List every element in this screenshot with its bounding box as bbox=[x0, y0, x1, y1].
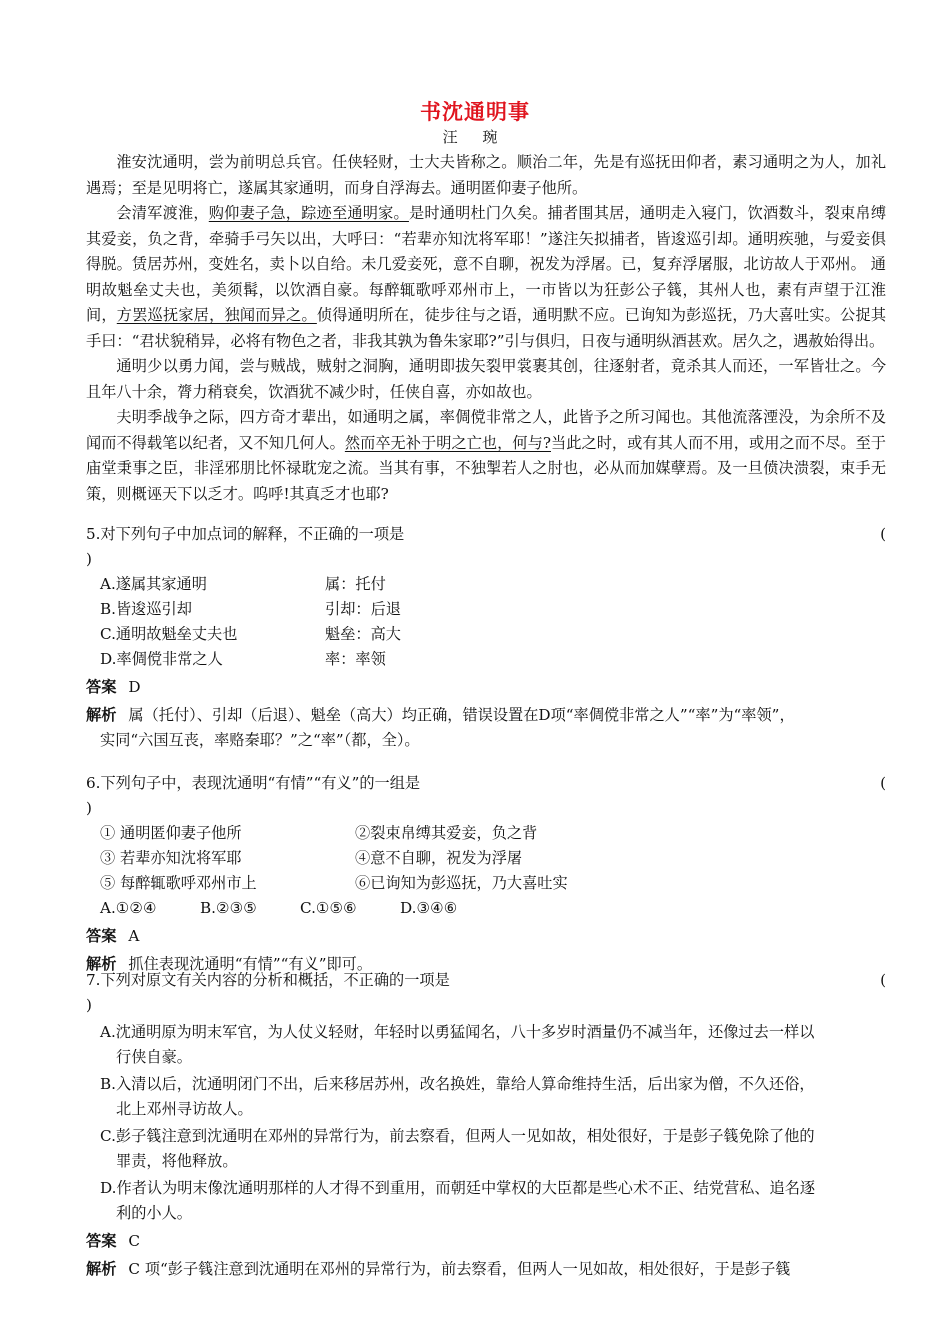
answer-line bbox=[86, 924, 886, 949]
options bbox=[86, 1020, 886, 1226]
answer-value: A bbox=[128, 927, 140, 945]
answer-label: 答案 bbox=[86, 1232, 117, 1250]
answer-paren: ) bbox=[86, 799, 92, 817]
options bbox=[86, 572, 886, 672]
passage-paragraph-2: 会清军渡淮，购仰妻子急，踪迹至通明家。是时通明杜门久矣。捕者围其居，通明走入寝门，饮酒数斗，裂束帛缚其爱妾，负之背，牵骑手弓矢以出，大呼曰：“若辈亦知沈将军耶！”遂注矢拟捕者，皆逡巡引却。通明疾驰，与爱妾俱得脱。赁居苏州，变姓名，卖卜以自给。未几爱妾死，意不自聊，祝发为浮屠。已，复弃浮屠服，北访故人于邓州。 通明故魁垒丈夫也，美须髯，以饮酒自豪。每醉辄歌呼邓州市上，一市皆以为狂彭公子篯，其州人也，素有声望于江淮间，方罢巡抚家居，独闻而异之。侦得通明所在，徒步往与之语，通明默不应。已询知为彭巡抚，乃大喜吐实。公捉其手曰：“君状貌稍异，必将有物色之者，非我其孰为鲁朱家耶?”引与俱归，日夜与通明纵酒甚欢。居久之，遇赦始得出。 bbox=[86, 204, 887, 350]
analysis-label: 解析 bbox=[86, 955, 117, 973]
option-c: C.彭子篯注意到沈通明在邓州的异常行为，前去察看，但两人一见如故，相处很好，于是彭子篯免除了他的 罪责，将他释放。 bbox=[100, 1127, 815, 1170]
answer-value: C bbox=[128, 1232, 140, 1250]
question-7 bbox=[86, 968, 886, 1282]
answer-label: 答案 bbox=[86, 927, 117, 945]
answer-line bbox=[86, 675, 886, 700]
question-5 bbox=[86, 522, 886, 753]
choice-c: C.①⑤⑥ bbox=[300, 899, 357, 917]
underlined-sentence: 购仰妻子急，踪迹至通明家。 bbox=[208, 204, 409, 222]
analysis-label: 解析 bbox=[86, 1260, 117, 1278]
option-d-gloss: 率：率领 bbox=[325, 650, 386, 668]
item-1: ① 通明匿仰妻子他所 bbox=[100, 824, 242, 842]
option-a: A.遂属其家通明 bbox=[100, 575, 207, 593]
numbered-items bbox=[86, 821, 886, 921]
analysis-line bbox=[86, 703, 886, 728]
passage-paragraph-1: 淮安沈通明，尝为前明总兵官。任侠轻财，士大夫皆称之。顺治二年，先是有巡抚田仰者，素习通明之为人，加礼遇焉；至是见明将亡，遂属其家通明，而身自浮海去。通明匿仰妻子他所。 bbox=[86, 153, 886, 197]
option-d: D.率倜傥非常之人 bbox=[100, 650, 223, 668]
option-c: C.通明故魁垒丈夫也 bbox=[100, 625, 238, 643]
item-4: ④意不自聊，祝发为浮屠 bbox=[355, 849, 523, 867]
item-5: ⑤ 每醉辄歌呼邓州市上 bbox=[100, 874, 257, 892]
question-stem: 5.对下列句子中加点词的解释，不正确的一项是 bbox=[86, 525, 405, 543]
answer-paren: ( bbox=[880, 525, 886, 543]
option-b: B.皆逡巡引却 bbox=[100, 600, 192, 618]
item-6: ⑥已询知为彭巡抚，乃大喜吐实 bbox=[355, 874, 568, 892]
analysis-text: C 项“彭子篯注意到沈通明在邓州的异常行为，前去察看，但两人一见如故，相处很好，于是彭子篯 bbox=[128, 1260, 791, 1278]
option-d: D.作者认为明末像沈通明那样的人才得不到重用，而朝廷中掌权的大臣都是些心术不正、结党营私、追名逐 利的小人。 bbox=[100, 1179, 816, 1222]
author-name: 汪 琬 bbox=[442, 128, 508, 146]
passage bbox=[86, 150, 886, 507]
analysis-label: 解析 bbox=[86, 706, 117, 724]
choices bbox=[100, 896, 886, 921]
analysis-line bbox=[86, 1257, 886, 1282]
option-c-gloss: 魁垒：高大 bbox=[325, 625, 401, 643]
item-2: ②裂束帛缚其爱妾，负之背 bbox=[355, 824, 538, 842]
choice-d: D.③④⑥ bbox=[400, 899, 458, 917]
answer-label: 答案 bbox=[86, 678, 117, 696]
analysis-text: 抓住表现沈通明“有情”“有义”即可。 bbox=[128, 955, 373, 973]
answer-line bbox=[86, 1229, 886, 1254]
passage-paragraph-3: 通明少以勇力闻，尝与贼战，贼射之洞胸，通明即拔矢裂甲裳裹其创，往逐射者，竟杀其人而还，一军皆壮之。今且年八十余，膂力稍衰矣，饮酒犹不减少时，任侠自喜，亦如故也。 bbox=[86, 357, 886, 401]
option-b: B.入清以后，沈通明闭门不出，后来移居苏州，改名换姓，靠给人算命维持生活，后出家为僧，不久还俗， 北上邓州寻访故人。 bbox=[100, 1075, 815, 1118]
answer-value: D bbox=[128, 678, 141, 696]
item-3: ③ 若辈亦知沈将军耶 bbox=[100, 849, 242, 867]
passage-paragraph-4: 夫明季战争之际，四方奇才辈出，如通明之属，率倜傥非常之人，此皆予之所习闻也。其他流落湮没，为余所不及闻而不得载笔以纪者，又不知几何人。然而卒无补于明之亡也，何与?当此之时，或有其人而不用，或用之而不尽。至于庙堂秉事之臣，非淫邪朋比怀禄耽宠之流。当其有事，不独掣若人之肘也，必从而加媒孽焉。及一旦偾决溃裂，束手无策，则概诬天下以乏才。呜呼!其真乏才也耶? bbox=[86, 408, 886, 503]
question-stem: 7.下列对原文有关内容的分析和概括，不正确的一项是 bbox=[86, 971, 450, 989]
answer-paren: ( bbox=[880, 971, 886, 989]
answer-paren: ) bbox=[86, 550, 92, 568]
analysis-text: 属（托付）、引却（后退）、魁垒（高大）均正确，错误设置在D项“率倜傥非常之人”“率”为“率领”， bbox=[128, 706, 795, 724]
answer-paren: ) bbox=[86, 996, 92, 1014]
choice-b: B.②③⑤ bbox=[200, 899, 257, 917]
underlined-sentence: 然而卒无补于明之亡也，何与? bbox=[344, 433, 551, 452]
analysis-text-continued: 实同“六国互丧，率赂秦耶？”之“率”（都，全）。 bbox=[100, 731, 420, 749]
question-stem: 6.下列句子中，表现沈通明“有情”“有义”的一组是 bbox=[86, 774, 421, 792]
underlined-sentence: 方罢巡抚家居，独闻而异之。 bbox=[116, 306, 317, 324]
choice-a: A.①②④ bbox=[100, 899, 157, 917]
option-b-gloss: 引却：后退 bbox=[325, 600, 401, 618]
answer-paren: ( bbox=[880, 774, 886, 792]
option-a: A.沈通明原为明末军官，为人仗义轻财，年轻时以勇猛闻名，八十多岁时酒量仍不减当年，还像过去一样以 行侠自豪。 bbox=[100, 1023, 815, 1066]
option-a-gloss: 属：托付 bbox=[325, 575, 386, 593]
question-6 bbox=[86, 771, 886, 977]
document-title: 书沈通明事 bbox=[420, 100, 530, 124]
